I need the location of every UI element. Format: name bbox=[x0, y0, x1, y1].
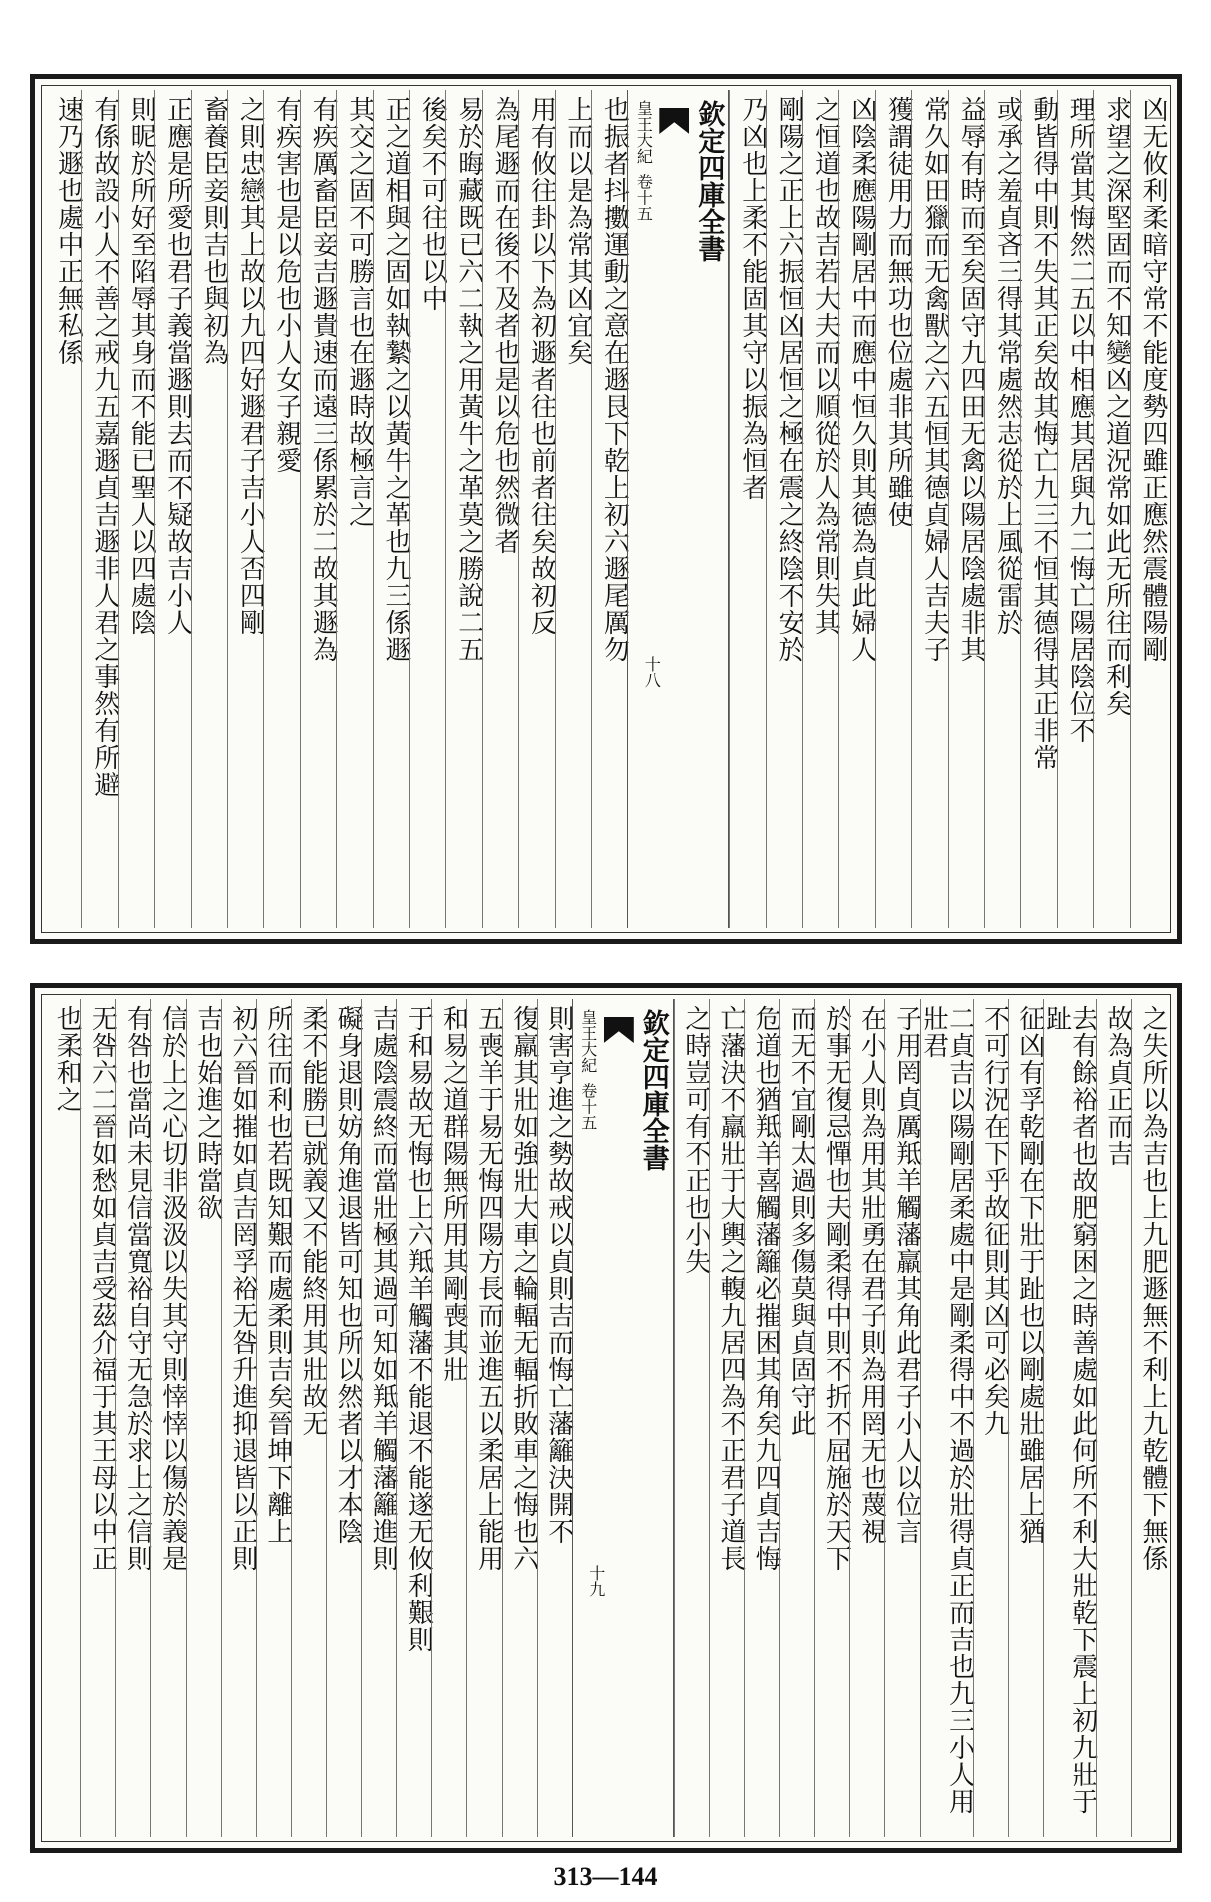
text-column: 速乃遯也處中正無私係 bbox=[53, 96, 84, 366]
text-column: 後矣不可往也以中 bbox=[409, 90, 445, 928]
text-column: 所往而利也若既知艱而處柔則吉矣晉坤下離上 bbox=[256, 999, 291, 1837]
volume-title: 皇王大紀 bbox=[578, 1009, 598, 1073]
text-column: 有咎也當尚未見信當寬裕自守无急於求上之信則 bbox=[115, 999, 150, 1837]
text-column: 初六晉如摧如貞吉罔孚裕无咎升進抑退皆以正則 bbox=[221, 999, 256, 1837]
text-column: 去有餘裕者也故肥窮困之時善處如此何所不利大壯乾下震上初九壯于趾 bbox=[1043, 999, 1096, 1837]
text-column: 于和易故无悔也上六羝羊觸藩不能退不能遂无攸利艱則 bbox=[396, 999, 431, 1837]
text-column: 不可行況在下乎故征則其凶可必矣九 bbox=[973, 999, 1008, 1837]
text-column: 凶陰柔應陽剛居中而應中恒久則其德為貞此婦人 bbox=[838, 90, 874, 928]
text-column: 則害亨進之勢故戒以貞則吉而悔亡藩籬決開不 bbox=[537, 999, 572, 1837]
text-column: 為尾遯而在後不及者也是以危也然微者 bbox=[482, 90, 518, 928]
text-column: 之時豈可有不正也小失 bbox=[674, 999, 709, 1837]
text-column: 吉處陰震終而當壯極其過可知如羝羊觸藩籬進則 bbox=[361, 999, 396, 1837]
text-column: 用有攸往卦以下為初遯者往也前者往矣故初反 bbox=[518, 90, 554, 928]
text-column: 柔不能勝已就義又不能終用其壯故无 bbox=[291, 999, 326, 1837]
folio-number: 十九 bbox=[586, 1565, 606, 1597]
bottom-page-panel bbox=[30, 983, 1182, 1853]
text-column: 剛陽之正上六振恒凶居恒之極在震之終陰不安於 bbox=[766, 90, 802, 928]
text-column: 之恒道也故吉若大夫而以順從於人為常則失其 bbox=[802, 90, 838, 928]
text-column: 乃凶也上柔不能固其守以振為恒者 bbox=[729, 90, 765, 928]
text-column: 其交之固不可勝言也在遯時故極言之 bbox=[336, 90, 372, 928]
text-column: 信於上之心切非汲汲以失其守則悻悻以傷於義是 bbox=[150, 999, 185, 1837]
text-column: 和易之道群陽無所用其剛喪其壯 bbox=[431, 999, 466, 1837]
text-column: 亡藩決不羸壯于大輿之輹九居四為不正君子道長 bbox=[709, 999, 744, 1837]
text-column: 无咎六二晉如愁如貞吉受茲介福于其王母以中正 bbox=[80, 999, 115, 1837]
text-column: 在小人則為用其壯勇在君子則為用罔无也蔑視 bbox=[849, 999, 884, 1837]
center-fold-banxin bbox=[572, 999, 674, 1837]
top-text-columns bbox=[46, 90, 1166, 928]
fishtail-mark-icon bbox=[659, 108, 689, 134]
text-column: 礙身退則妨角進退皆可知也所以然者以才本陰 bbox=[326, 999, 361, 1837]
text-column: 有疾害也是以危也小人女子親愛 bbox=[263, 90, 299, 928]
text-column: 凶无攸利柔暗守常不能度勢四雖正應然震體陽剛 bbox=[1130, 90, 1166, 928]
text-column: 之則忠戀其上故以九四好遯君子吉小人否四剛 bbox=[227, 90, 263, 928]
fishtail-mark-icon bbox=[604, 1017, 634, 1043]
volume-title: 皇王大紀 bbox=[634, 100, 654, 164]
text-column: 征凶有孚乾剛在下壯于趾也以剛處壯雖居上猶 bbox=[1008, 999, 1043, 1837]
book-title: 欽定四庫全書 bbox=[693, 100, 725, 262]
top-page-panel bbox=[30, 74, 1182, 944]
text-column: 子用罔貞厲羝羊觸藩羸其角此君子小人以位言 bbox=[884, 999, 919, 1837]
text-column: 動皆得中則不失其正矣故其悔亡九三不恒其德得其正非常 bbox=[1020, 90, 1056, 928]
page-number: 313—144 bbox=[553, 1862, 658, 1891]
volume-number: 卷十五 bbox=[578, 1082, 598, 1131]
inner-frame bbox=[41, 85, 1171, 933]
text-column: 之失所以為吉也上九肥遯無不利上九乾體下無係 bbox=[1131, 999, 1166, 1837]
text-column: 有疾厲畜臣妾吉遯貴速而遠三係累於二故其遯為 bbox=[300, 90, 336, 928]
text-column: 而无不宜剛太過則多傷莫與貞固守此 bbox=[779, 999, 814, 1837]
text-column: 上而以是為常其凶宜矣 bbox=[555, 90, 591, 928]
text-column: 理所當其悔然二五以中相應其居與九二悔亡陽居陰位不 bbox=[1057, 90, 1093, 928]
inner-frame bbox=[41, 994, 1171, 1842]
text-column: 二貞吉以陽剛居柔處中是剛柔得中不過於壯得貞正而吉也九三小人用壯君 bbox=[920, 999, 973, 1837]
text-column: 復羸其壯如強壯大車之輪輻无輻折敗車之悔也六 bbox=[502, 999, 537, 1837]
text-column: 或承之羞貞吝三得其常處然志從於上風從雷於 bbox=[984, 90, 1020, 928]
text-column: 益辱有時而至矣固守九四田无禽以陽居陰處非其 bbox=[948, 90, 984, 928]
text-column: 於事无復忌憚也夫剛柔得中則不折不屈施於天下 bbox=[814, 999, 849, 1837]
text-column: 常久如田獵而无禽獸之六五恒其德貞婦人吉夫子 bbox=[911, 90, 947, 928]
text-column: 正之道相與之固如執縶之以黃牛之革也九三係遯 bbox=[373, 90, 409, 928]
text-column: 也振者抖擻運動之意在遯艮下乾上初六遯尾厲勿 bbox=[591, 90, 627, 928]
center-fold-banxin bbox=[627, 90, 729, 928]
text-column: 易於晦藏既已六二執之用黃牛之革莫之勝說二五 bbox=[445, 90, 481, 928]
text-column: 也柔和之 bbox=[52, 1005, 83, 1113]
text-column: 則昵於所好至陷辱其身而不能已聖人以四處陰 bbox=[118, 90, 154, 928]
text-column: 有係故設小人不善之戒九五嘉遯貞吉遯非人君之事然有所避 bbox=[81, 90, 117, 928]
text-column: 求望之深堅固而不知變凶之道況常如此无所往而利矣 bbox=[1093, 90, 1129, 928]
text-column: 危道也猶羝羊喜觸藩籬必摧困其角矣九四貞吉悔 bbox=[744, 999, 779, 1837]
book-title: 欽定四庫全書 bbox=[637, 1009, 669, 1171]
bottom-text-columns bbox=[46, 999, 1166, 1837]
text-column: 五喪羊于易无悔四陽方長而並進五以柔居上能用 bbox=[466, 999, 501, 1837]
folio-number: 十八 bbox=[642, 656, 662, 688]
text-column: 正應是所愛也君子義當遯則去而不疑故吉小人 bbox=[154, 90, 190, 928]
text-column: 故為貞正而吉 bbox=[1096, 999, 1131, 1837]
text-column: 吉也始進之時當欲 bbox=[186, 999, 221, 1837]
text-column: 畜養臣妾則吉也與初為 bbox=[191, 90, 227, 928]
volume-number: 卷十五 bbox=[634, 173, 654, 222]
text-column: 獲謂徒用力而無功也位處非其所雖使 bbox=[875, 90, 911, 928]
